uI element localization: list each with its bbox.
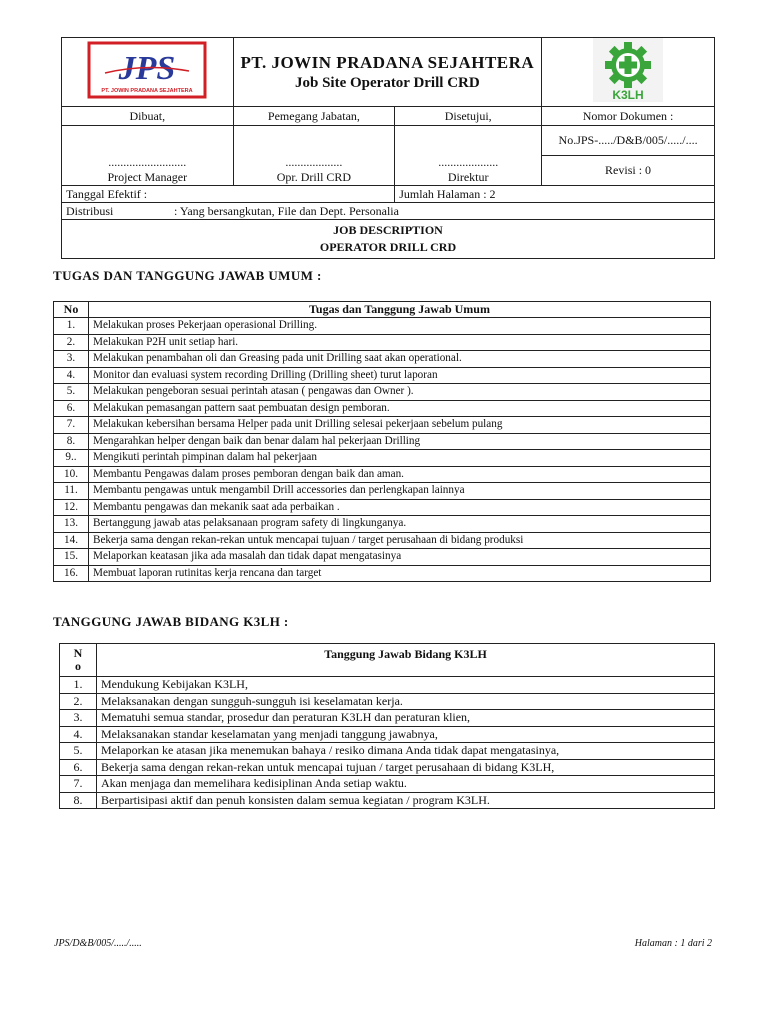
- table-row: [60, 710, 715, 727]
- k3lh-logo: [593, 38, 663, 102]
- row-number: 16.: [54, 565, 89, 582]
- signature-project-manager: .......................... Project Manager: [62, 126, 234, 186]
- row-description: Membantu pengawas untuk mengambil Drill accessories dan perlengkapan lainnya: [89, 483, 711, 500]
- row-description: Mengikuti perintah pimpinan dalam hal pekerjaan: [89, 450, 711, 467]
- distribusi-value: : Yang bersangkutan, File dan Dept. Personalia: [174, 203, 399, 218]
- row-description: Bekerja sama dengan rekan-rekan untuk mencapai tujuan / target perusahaan di bidang produksi: [89, 532, 711, 549]
- revisi-value: Revisi : 0: [542, 156, 715, 186]
- table-row: [60, 759, 715, 776]
- table-row: [54, 384, 711, 401]
- signature-operator: ................... Opr. Drill CRD: [233, 126, 395, 186]
- svg-text:JPS: JPS: [118, 50, 176, 87]
- footer-doc-number: JPS/D&B/005/...../.....: [54, 938, 142, 949]
- table-row: [54, 318, 711, 335]
- table-row: [54, 532, 711, 549]
- document-title-cell: [233, 38, 542, 107]
- col-dibuat: Dibuat,: [62, 107, 234, 126]
- table-row: [54, 549, 711, 566]
- table-row: [60, 792, 715, 809]
- jumlah-halaman: Jumlah Halaman : 2: [395, 186, 715, 203]
- row-description: Melakukan proses Pekerjaan operasional Drilling.: [89, 318, 711, 335]
- nomor-dokumen-value: No.JPS-...../D&B/005/...../....: [542, 126, 715, 156]
- row-number: 7.: [60, 776, 97, 793]
- row-description: Bertanggung jawab atas pelaksanaan program safety di lingkunganya.: [89, 516, 711, 533]
- tugas-umum-table: [53, 301, 711, 582]
- row-number: 3.: [60, 710, 97, 727]
- row-number: 8.: [54, 433, 89, 450]
- row-description: Bekerja sama dengan rekan-rekan untuk mencapai tujuan / target perusahaan di bidang K3LH,: [97, 759, 715, 776]
- col-disetujui: Disetujui,: [395, 107, 542, 126]
- row-description: Melaksanakan dengan sungguh-sungguh isi keselamatan kerja.: [97, 693, 715, 710]
- row-description: Melaporkan ke atasan jika menemukan bahaya / resiko dimana Anda tidak dapat mengatasinya,: [97, 743, 715, 760]
- row-description: Melaporkan keatasan jika ada masalah dan tidak dapat mengatasinya: [89, 549, 711, 566]
- table-row: [54, 367, 711, 384]
- k3lh-table: [59, 643, 715, 809]
- row-number: 8.: [60, 792, 97, 809]
- distribusi-row: [62, 203, 715, 220]
- tanggal-efektif: Tanggal Efektif :: [62, 186, 395, 203]
- table-row: [60, 743, 715, 760]
- table-row: [54, 516, 711, 533]
- row-number: 5.: [60, 743, 97, 760]
- row-number: 1.: [60, 677, 97, 694]
- row-description: Berpartisipasi aktif dan penuh konsisten dalam semua kegiatan / program K3LH.: [97, 792, 715, 809]
- row-number: 11.: [54, 483, 89, 500]
- row-number: 12.: [54, 499, 89, 516]
- row-number: 14.: [54, 532, 89, 549]
- column-header-tugas: Tugas dan Tanggung Jawab Umum: [89, 302, 711, 318]
- row-description: Membuat laporan rutinitas kerja rencana dan target: [89, 565, 711, 582]
- document-subtitle: Job Site Operator Drill CRD: [294, 74, 480, 91]
- row-number: 9..: [54, 450, 89, 467]
- footer-page-number: Halaman : 1 dari 2: [634, 938, 712, 949]
- table-row: [54, 450, 711, 467]
- row-description: Mendukung Kebijakan K3LH,: [97, 677, 715, 694]
- row-description: Melakukan pemasangan pattern saat pembuatan design pemboran.: [89, 400, 711, 417]
- row-description: Membantu Pengawas dalam proses pemboran dengan baik dan aman.: [89, 466, 711, 483]
- row-description: Melakukan pengeboran sesuai perintah atasan ( pengawas dan Owner ).: [89, 384, 711, 401]
- row-number: 2.: [54, 334, 89, 351]
- table-row: [54, 400, 711, 417]
- row-number: 3.: [54, 351, 89, 368]
- table-row: [54, 565, 711, 582]
- table-row: [54, 466, 711, 483]
- section-title-k3lh: TANGGUNG JAWAB BIDANG K3LH :: [53, 614, 289, 629]
- row-description: Mematuhi semua standar, prosedur dan peraturan K3LH dan peraturan klien,: [97, 710, 715, 727]
- row-description: Melakukan P2H unit setiap hari.: [89, 334, 711, 351]
- jps-logo: [87, 41, 207, 99]
- col-pemegang-jabatan: Pemegang Jabatan,: [233, 107, 395, 126]
- row-number: 15.: [54, 549, 89, 566]
- row-number: 1.: [54, 318, 89, 335]
- row-description: Mengarahkan helper dengan baik dan benar dalam hal pekerjaan Drilling: [89, 433, 711, 450]
- row-description: Melakukan kebersihan bersama Helper pada unit Drilling selesai pekerjaan sebelum pulang: [89, 417, 711, 434]
- distribusi-label: Distribusi: [66, 203, 114, 218]
- table-row: [60, 693, 715, 710]
- row-description: Monitor dan evaluasi system recording Drilling (Drilling sheet) turut laporan: [89, 367, 711, 384]
- row-number: 10.: [54, 466, 89, 483]
- table-row: [54, 334, 711, 351]
- row-description: Membantu pengawas dan mekanik saat ada perbaikan .: [89, 499, 711, 516]
- row-description: Akan menjaga dan memelihara kedisiplinan Anda setiap waktu.: [97, 776, 715, 793]
- job-description-title: JOB DESCRIPTION OPERATOR DRILL CRD: [62, 220, 715, 259]
- table-row: [54, 417, 711, 434]
- row-description: Melaksanakan standar keselamatan yang menjadi tanggung jawabnya,: [97, 726, 715, 743]
- column-header-no: N o: [60, 644, 97, 677]
- row-number: 4.: [54, 367, 89, 384]
- signature-direktur: .................... Direktur: [395, 126, 542, 186]
- row-number: 7.: [54, 417, 89, 434]
- section-title-tugas-umum: TUGAS DAN TANGGUNG JAWAB UMUM :: [53, 268, 322, 283]
- col-nomor-dokumen: Nomor Dokumen :: [542, 107, 715, 126]
- row-number: 6.: [54, 400, 89, 417]
- k3lh-logo-cell: [542, 38, 715, 107]
- row-number: 5.: [54, 384, 89, 401]
- row-number: 6.: [60, 759, 97, 776]
- table-row: [54, 351, 711, 368]
- table-row: [60, 776, 715, 793]
- table-row: [54, 433, 711, 450]
- table-row: [54, 499, 711, 516]
- company-name: PT. JOWIN PRADANA SEJAHTERA: [240, 52, 535, 72]
- table-row: [60, 677, 715, 694]
- row-number: 2.: [60, 693, 97, 710]
- table-row: [54, 483, 711, 500]
- column-header-k3lh: Tanggung Jawab Bidang K3LH: [97, 644, 715, 677]
- row-number: 4.: [60, 726, 97, 743]
- document-header-table: [61, 37, 715, 259]
- table-row: [60, 726, 715, 743]
- svg-text:PT. JOWIN PRADANA SEJAHTERA: PT. JOWIN PRADANA SEJAHTERA: [101, 88, 193, 94]
- company-logo-cell: [62, 38, 234, 107]
- row-description: Melakukan penambahan oli dan Greasing pada unit Drilling saat akan operational.: [89, 351, 711, 368]
- row-number: 13.: [54, 516, 89, 533]
- column-header-no: No: [54, 302, 89, 318]
- svg-text:K3LH: K3LH: [612, 88, 644, 102]
